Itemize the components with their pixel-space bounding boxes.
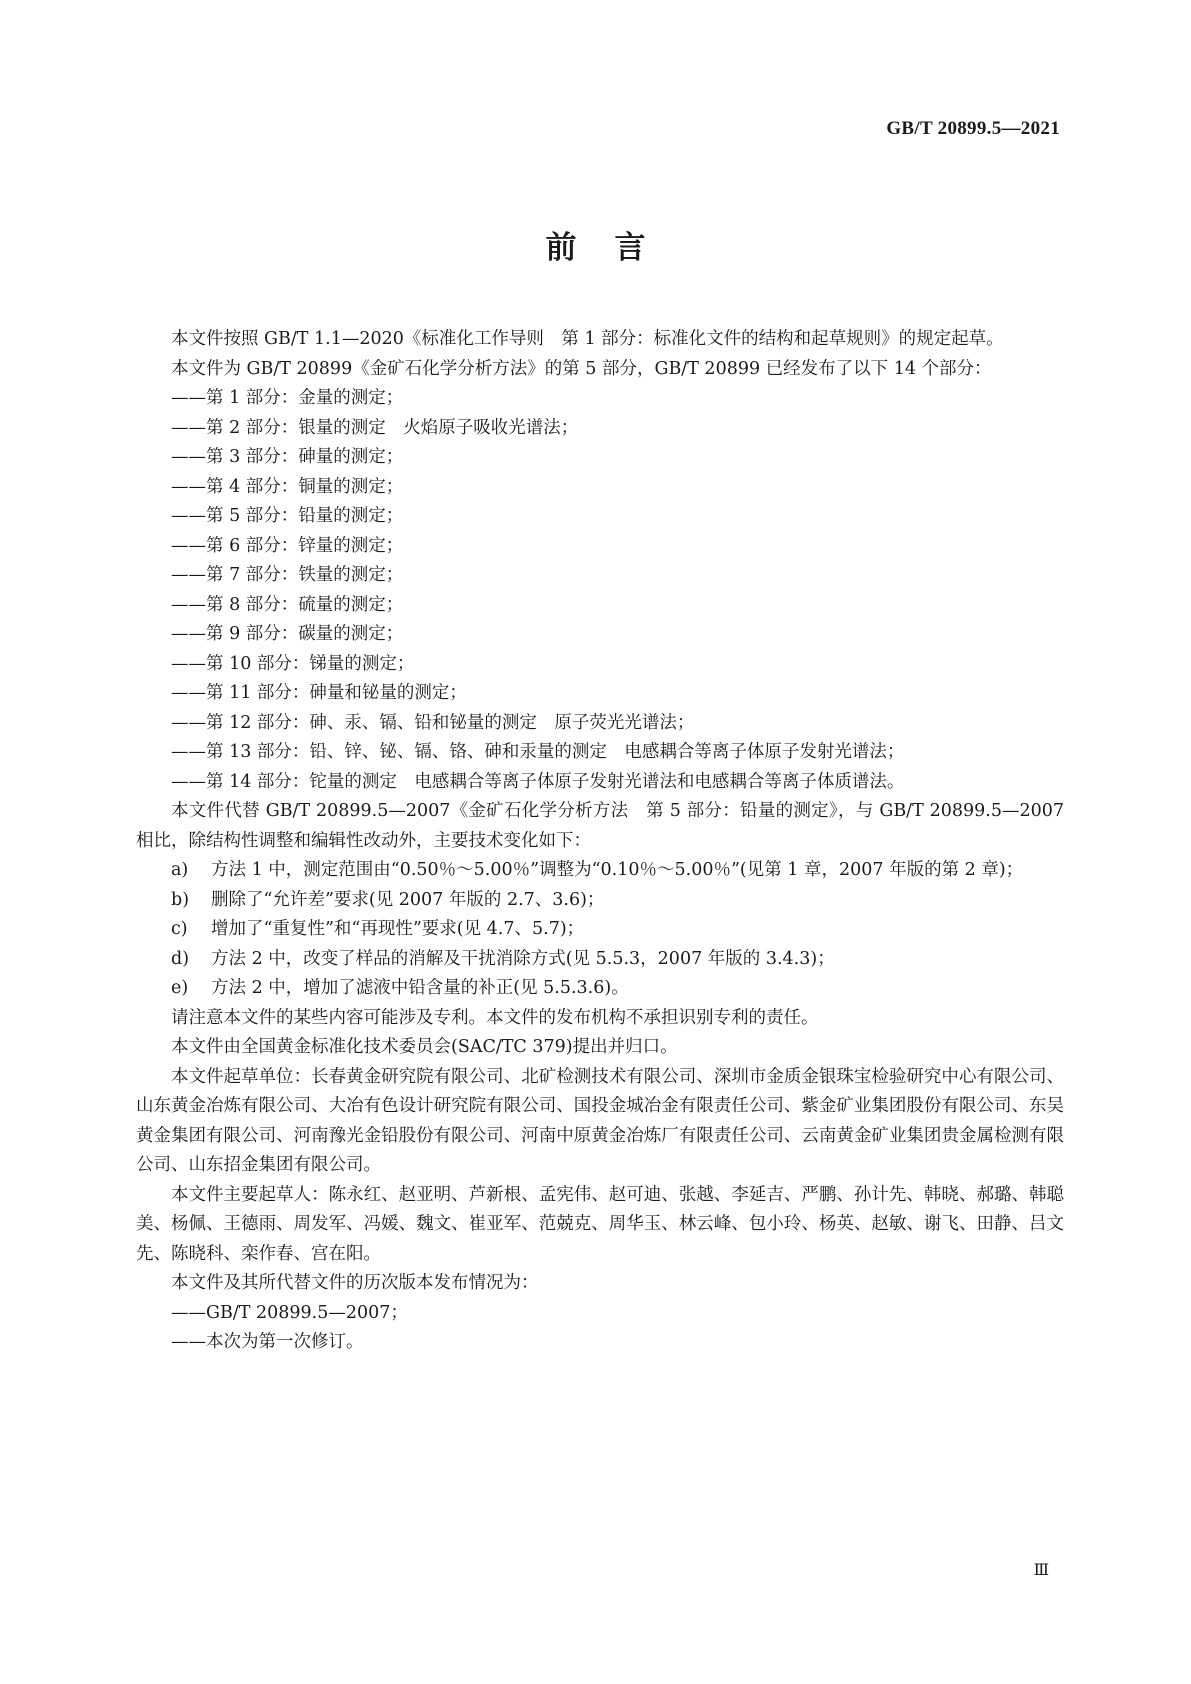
change-text: 方法 2 中，增加了滤液中铅含量的补正(见 5.5.3.6)。 [211,978,629,998]
change-item [136,974,1064,1004]
change-text: 方法 2 中，改变了样品的消解及干扰消除方式(见 5.5.3，2007 年版的 3.4.3)； [211,948,835,969]
list-item: ——第 3 部分：砷量的测定； [171,447,404,467]
list-item: ——第 5 部分：铅量的测定； [171,506,404,526]
change-marker: c) [171,919,188,939]
page-title: 前言 [545,230,684,266]
page-number: Ⅲ [1033,1560,1049,1579]
list-item: ——第 11 部分：砷量和铋量的测定； [171,683,467,703]
change-text: 删除了“允许差”要求(见 2007 年版的 2.7、3.6)； [211,889,605,910]
list-item: ——GB/T 20899.5—2007； [171,1302,408,1323]
list-item: ——第 10 部分：锑量的测定； [171,653,415,674]
paragraph-replacement: 本文件代替 GB/T 20899.5—2007《金矿石化学分析方法 第 5 部分：铅量的测定》，与 GB/T 20899.5—2007 相比，除结构性调整和编辑性改动外，主要技术变化如下： [136,801,1064,851]
list-item: ——第 7 部分：铁量的测定； [171,565,404,585]
list-item: ——第 12 部分：砷、汞、镉、铅和铋量的测定 原子荧光光谱法； [171,712,695,733]
change-item [136,945,1064,975]
change-marker: a) [171,860,189,880]
list-item: ——第 4 部分：铜量的测定； [171,476,404,497]
list-item: ——第 9 部分：碳量的测定； [171,624,404,644]
paragraph-drafting-rules: 本文件按照 GB/T 1.1—2020《标准化工作导则 第 1 部分：标准化文件的结构和起草规则》的规定起草。 [171,329,1004,349]
paragraph-patent-notice: 请注意本文件的某些内容可能涉及专利。本文件的发布机构不承担识别专利的责任。 [171,1007,819,1028]
paragraph-drafting-units: 本文件起草单位：长春黄金研究院有限公司、北矿检测技术有限公司、深圳市金质金银珠宝检验研究中心有限公司、山东黄金冶炼有限公司、大冶有色设计研究院有限公司、国投金城冶金有限责任公司、紫金矿业集团股份有限公司、东吴黄金集团有限公司、河南豫光金铅股份有限公司、河南中原黄金冶炼厂有限责任公司、云南黄金矿业集团贵金属检测有限公司、山东招金集团有限公司。 [136,1066,1064,1175]
change-marker: e) [171,978,189,998]
change-marker: b) [171,889,190,910]
history-list [136,1299,1064,1358]
change-item [136,915,1064,945]
change-marker: d) [171,948,190,969]
paragraph-drafters: 本文件主要起草人：陈永红、赵亚明、芦新根、孟宪伟、赵可迪、张越、李延吉、严鹏、孙计先、韩晓、郝璐、韩聪美、杨佩、王德雨、周发军、冯媛、魏文、崔亚军、范兢克、周华玉、林云峰、包小玲、杨英、赵敏、谢飞、田静、吕文先、陈晓科、栾作春、宫在阳。 [136,1184,1064,1264]
change-item [136,886,1064,916]
foreword-body [136,325,1064,1358]
paragraph-history-intro: 本文件及其所代替文件的历次版本发布情况为： [171,1273,539,1293]
list-item: ——第 6 部分：锌量的测定； [171,535,404,556]
list-item: ——第 2 部分：银量的测定 火焰原子吸收光谱法； [171,417,579,438]
change-text: 方法 1 中，测定范围由“0.50％～5.00％”调整为“0.10％～5.00％”(见第 1 章，2007 年版的第 2 章)； [211,860,1024,880]
changes-list [136,856,1064,1004]
list-item: ——第 8 部分：硫量的测定； [171,594,404,615]
list-item: ——第 1 部分：金量的测定； [171,388,404,408]
parts-list [136,384,1064,797]
paragraph-committee: 本文件由全国黄金标准化技术委员会(SAC/TC 379)提出并归口。 [171,1037,678,1057]
list-item: ——本次为第一次修订。 [171,1332,364,1352]
list-item: ——第 13 部分：铅、锌、铋、镉、铬、砷和汞量的测定 电感耦合等离子体原子发射光谱法； [171,742,905,762]
change-item [136,856,1064,886]
paragraph-series-intro: 本文件为 GB/T 20899《金矿石化学分析方法》的第 5 部分，GB/T 20899 已经发布了以下 14 个部分： [171,358,992,379]
change-text: 增加了“重复性”和“再现性”要求(见 4.7、5.7)； [211,919,585,939]
standard-code: GB/T 20899.5—2021 [886,118,1060,139]
list-item: ——第 14 部分：铊量的测定 电感耦合等离子体原子发射光谱法和电感耦合等离子体质谱法。 [171,771,905,792]
